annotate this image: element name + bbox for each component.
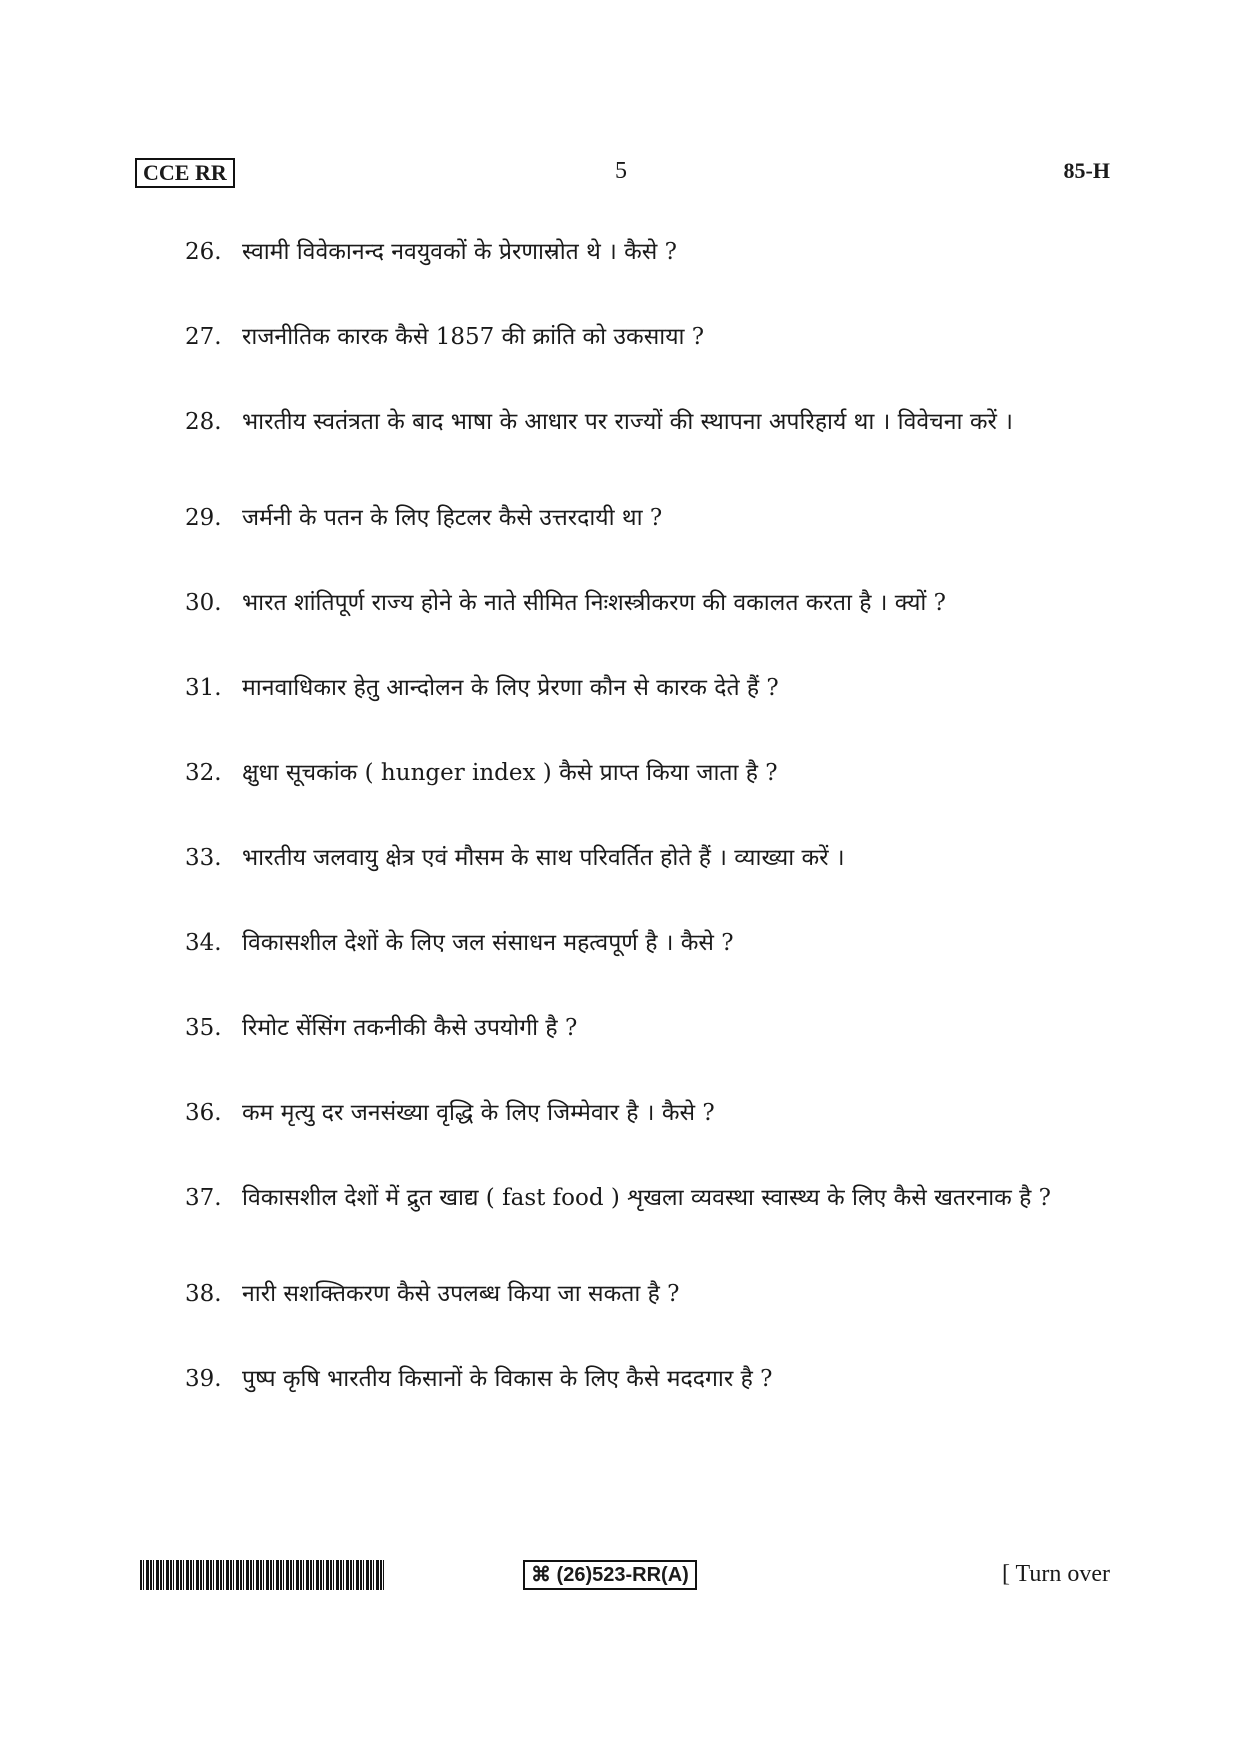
question-text: कम मृत्यु दर जनसंख्या वृद्धि के लिए जिम्मेवार है । कैसे ?	[242, 1100, 715, 1126]
question-text: राजनीतिक कारक कैसे 1857 की क्रांति को उकसाया ?	[242, 324, 705, 350]
question-35	[185, 1004, 1110, 1052]
question-number: 27.	[185, 324, 222, 350]
question-number: 31.	[185, 675, 222, 701]
question-36	[185, 1089, 1110, 1137]
page-number: 5	[615, 158, 627, 184]
question-text: नारी सशक्तिकरण कैसे उपलब्ध किया जा सकता है ?	[242, 1281, 680, 1307]
question-38	[185, 1270, 1110, 1318]
booklet-code-box: ⌘ (26)523-RR(A)	[523, 1560, 697, 1590]
question-33	[185, 834, 1110, 882]
question-number: 39.	[185, 1366, 222, 1392]
question-text: विकासशील देशों के लिए जल संसाधन महत्वपूर्ण है । कैसे ?	[242, 930, 734, 956]
question-number: 32.	[185, 760, 222, 786]
question-number: 37.	[185, 1185, 222, 1211]
question-number: 28.	[185, 409, 222, 435]
question-text: भारतीय जलवायु क्षेत्र एवं मौसम के साथ परिवर्तित होते हैं । व्याख्या करें ।	[242, 845, 845, 871]
question-list	[185, 228, 1110, 1440]
page-header	[135, 158, 1110, 198]
question-29	[185, 494, 1110, 542]
question-number: 38.	[185, 1281, 222, 1307]
question-text: स्वामी विवेकानन्द नवयुवकों के प्रेरणास्रोत थे । कैसे ?	[242, 239, 677, 265]
question-26	[185, 228, 1110, 276]
question-number: 26.	[185, 239, 222, 265]
question-text: पुष्प कृषि भारतीय किसानों के विकास के लिए कैसे मददगार है ?	[242, 1366, 773, 1392]
question-number: 36.	[185, 1100, 222, 1126]
question-text: मानवाधिकार हेतु आन्दोलन के लिए प्रेरणा कौन से कारक देते हैं ?	[242, 675, 779, 701]
question-text: विकासशील देशों में द्रुत खाद्य ( fast food ) शृखला व्यवस्था स्वास्थ्य के लिए कैसे खतरनाक है ?	[242, 1185, 1052, 1211]
question-30	[185, 579, 1110, 627]
question-27	[185, 313, 1110, 361]
question-39	[185, 1355, 1110, 1403]
exam-code-box: CCE RR	[135, 158, 235, 188]
question-number: 29.	[185, 505, 222, 531]
question-31	[185, 664, 1110, 712]
paper-code: 85-H	[1063, 158, 1110, 183]
question-32	[185, 749, 1110, 797]
barcode	[140, 1560, 385, 1590]
question-number: 35.	[185, 1015, 222, 1041]
page-footer	[140, 1560, 1110, 1600]
question-37	[185, 1174, 1110, 1233]
question-number: 30.	[185, 590, 222, 616]
question-text: जर्मनी के पतन के लिए हिटलर कैसे उत्तरदायी था ?	[242, 505, 663, 531]
question-number: 33.	[185, 845, 222, 871]
question-number: 34.	[185, 930, 222, 956]
turn-over-label: [ Turn over	[1001, 1561, 1110, 1587]
question-text: भारतीय स्वतंत्रता के बाद भाषा के आधार पर राज्यों की स्थापना अपरिहार्य था । विवेचना करें ।	[242, 409, 1013, 435]
question-text: भारत शांतिपूर्ण राज्य होने के नाते सीमित निःशस्त्रीकरण की वकालत करता है । क्यों ?	[242, 590, 947, 616]
question-28	[185, 398, 1110, 457]
question-text: रिमोट सेंसिंग तकनीकी कैसे उपयोगी है ?	[242, 1015, 578, 1041]
question-text: क्षुधा सूचकांक ( hunger index ) कैसे प्राप्त किया जाता है ?	[242, 760, 778, 786]
question-34	[185, 919, 1110, 967]
